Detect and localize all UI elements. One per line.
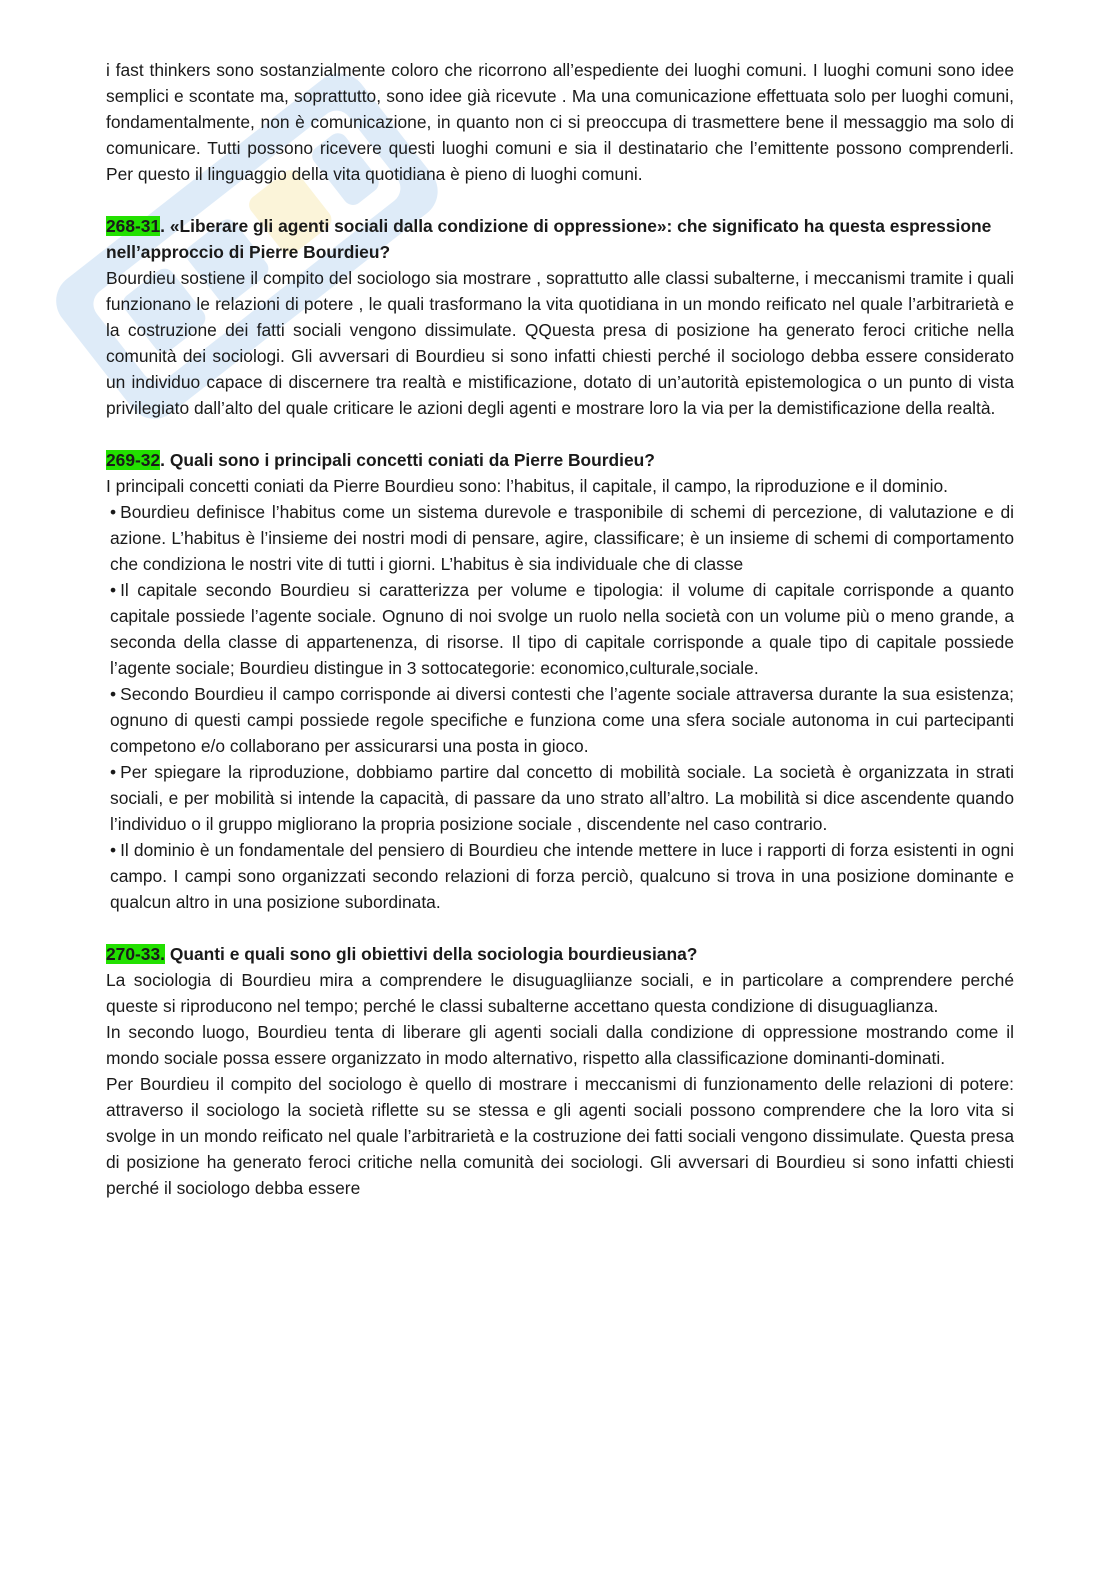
list-item-text: Il capitale secondo Bourdieu si caratterizza per volume e tipologia: il volume di capitale corrisponde a quanto capitale possiede l’agente sociale. Ognuno di noi svolge un ruolo nella società con un volume più o meno grande, a seconda della classe di appartenenza, di risorse. Il tipo di capitale corrisponde a quale tipo di capitale possiede l’agente sociale; Bourdieu distingue in 3 sottocategorie: economico,culturale,sociale. (110, 580, 1014, 678)
document-page (106, 57, 1014, 1201)
list-item-text: Bourdieu definisce l’habitus come un sistema durevole e trasponibile di schemi di percezione, di valutazione e di azione. L’habitus è l’insieme dei nostri modi di pensare, agire, classificare; è un insieme di schemi di comportamento che condiziona le nostri vite di tutti i giorni. L’habitus è sia individuale che di classe (110, 502, 1014, 574)
bullet-icon: • (110, 840, 117, 860)
list-item-text: Secondo Bourdieu il campo corrisponde ai diversi contesti che l’agente sociale attraversa durante la sua esistenza; ognuno di questi campi possiede regole specifiche e funziona come una sfera sociale autonoma in cui partecipanti competono e/o collaborano per assicurarsi una posta in gioco. (110, 684, 1014, 756)
question-text: . Quali sono i principali concetti coniati da Pierre Bourdieu? (160, 450, 655, 470)
answer-paragraph: I principali concetti coniati da Pierre Bourdieu sono: l’habitus, il capitale, il campo, la riproduzione e il dominio. (106, 476, 948, 496)
question-text: Quanti e quali sono gli obiettivi della sociologia bourdieusiana? (164, 944, 698, 964)
answer-paragraph: Bourdieu sostiene il compito del sociologo sia mostrare , soprattutto alle classi subalterne, i meccanismi tramite i quali funzionano le relazioni di potere , le quali trasformano la vita quotidiana in un mondo reificato nel quale l’arbitrarietà e la costruzione dei fatti sociali vengono dissimulate. QQuesta presa di posizione ha generato feroci critiche nella comunità dei sociologi. Gli avversari di Bourdieu si sono infatti chiesti perché il sociologo debba essere considerato un individuo capace di discernere tra realtà e mistificazione, dotato di un’autorità epistemologica o un punto di vista privilegiato dall’alto del quale criticare le azioni degli agenti e mostrare loro la via per la demistificazione della realtà. (106, 268, 1014, 418)
list-item-text: Per spiegare la riproduzione, dobbiamo partire dal concetto di mobilità sociale. La società è organizzata in strati sociali, e per mobilità si intende la capacità, di passare da uno strato all’altro. La mobilità si dice ascendente quando l’individuo o il gruppo migliorano la propria posizione sociale , discendente nel caso contrario. (110, 762, 1014, 834)
answer-paragraph: La sociologia di Bourdieu mira a comprendere le disuguagliianze sociali, e in particolare a comprendere perché queste si riproducono nel tempo; perché le classi subalterne accettano questa condizione di disuguaglianza. (106, 970, 1014, 1016)
list-item (106, 499, 1014, 577)
list-item (106, 577, 1014, 681)
question-number: 268-31 (106, 216, 161, 236)
question-heading (106, 447, 1014, 473)
list-item (106, 837, 1014, 915)
bullet-icon: • (110, 684, 117, 704)
question-text: . «Liberare gli agenti sociali dalla condizione di oppressione»: che significato ha questa espressione nell’approccio di Pierre Bourdieu? (106, 216, 992, 262)
list-item (106, 681, 1014, 759)
question-number: 270-33. (106, 944, 165, 964)
answer-paragraph: Per Bourdieu il compito del sociologo è quello di mostrare i meccanismi di funzionamento delle relazioni di potere: attraverso il sociologo la società riflette su se stessa e gli agenti sociali possono comprendere che la loro vita si svolge in un mondo reificato nel quale l’arbitrarietà e la costruzione dei fatti sociali vengono dissimulate. Questa presa di posizione ha generato feroci critiche nella comunità dei sociologi. Gli avversari di Bourdieu si sono infatti chiesti perché il sociologo debba essere (106, 1074, 1014, 1198)
question-heading (106, 941, 1014, 967)
list-item (106, 759, 1014, 837)
answer-paragraph: In secondo luogo, Bourdieu tenta di liberare gli agenti sociali dalla condizione di oppressione mostrando come il mondo sociale possa essere organizzato in modo alternativo, rispetto alla classificazione dominanti-dominati. (106, 1022, 1014, 1068)
bullet-icon: • (110, 580, 117, 600)
list-item-text: Il dominio è un fondamentale del pensiero di Bourdieu che intende mettere in luce i rapporti di forza esistenti in ogni campo. I campi sono organizzati secondo relazioni di forza perciò, qualcuno si trova in una posizione dominante e qualcun altro in una posizione subordinata. (110, 840, 1014, 912)
bullet-icon: • (110, 762, 117, 782)
question-heading (106, 213, 1014, 265)
bullet-list (106, 499, 1014, 915)
bullet-icon: • (110, 502, 117, 522)
question-number: 269-32 (106, 450, 161, 470)
intro-paragraph: i fast thinkers sono sostanzialmente coloro che ricorrono all’espediente dei luoghi comuni. I luoghi comuni sono idee semplici e scontate ma, soprattutto, sono idee già ricevute . Ma una comunicazione effettuata solo per luoghi comuni, fondamentalmente, non è comunicazione, in quanto non ci si preoccupa di trasmettere bene il messaggio ma solo di comunicare. Tutti possono ricevere questi luoghi comuni e sia il destinatario che l’emittente possono comprenderli. Per questo il linguaggio della vita quotidiana è pieno di luoghi comuni. (106, 60, 1014, 184)
